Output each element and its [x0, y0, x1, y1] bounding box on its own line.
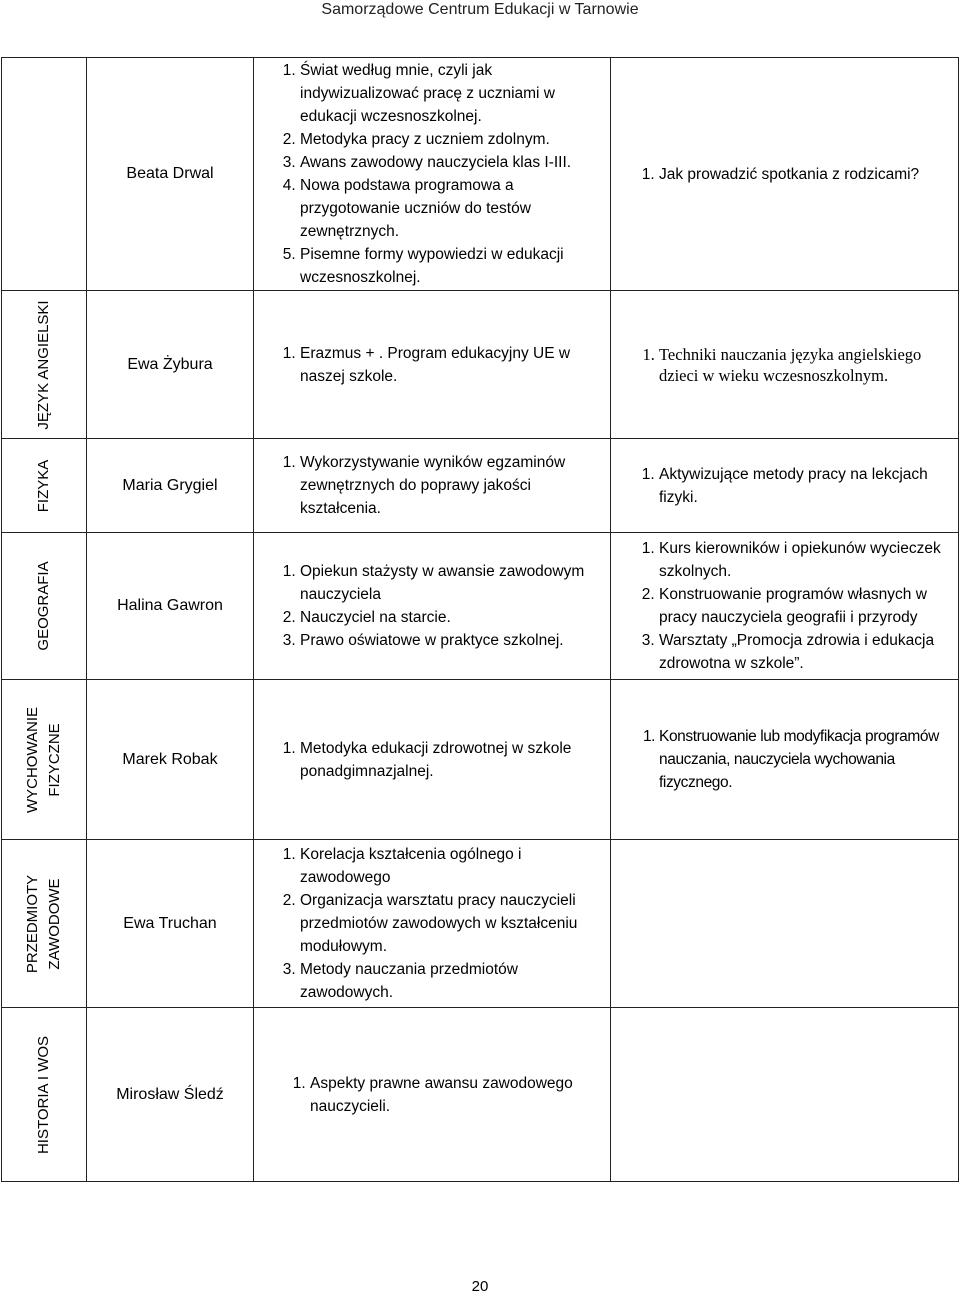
list-item: 2. Organizacja warsztatu pracy nauczycieli przedmiotów zawodowych w kształceniu modułowym.	[300, 889, 610, 958]
list-item: 5. Pisemne formy wypowiedzi w edukacji wczesnoszkolnej.	[300, 243, 610, 289]
topics-list	[266, 843, 610, 1004]
list-item: 1. Opiekun stażysty w awansie zawodowym nauczyciela	[300, 560, 610, 606]
topics-cell	[254, 291, 611, 439]
list-item: 3. Metody nauczania przedmiotów zawodowych.	[300, 958, 610, 1004]
teacher-name: Ewa Żybura	[87, 291, 254, 439]
table-row	[2, 291, 959, 439]
courses-list	[625, 463, 958, 509]
subject-cell	[2, 680, 87, 840]
table-row	[2, 439, 959, 533]
teacher-name: Maria Grygiel	[87, 439, 254, 533]
list-item: 2. Konstruowanie programów własnych w pracy nauczyciela geografii i przyrody	[659, 583, 958, 629]
list-item: 3. Warsztaty „Promocja zdrowia i edukacja zdrowotna w szkole”.	[659, 629, 958, 675]
subject-label	[22, 706, 66, 812]
table-row	[2, 1008, 959, 1182]
list-item: 1. Aspekty prawne awansu zawodowego nauczycieli.	[310, 1072, 610, 1118]
subject-cell	[2, 291, 87, 439]
courses-list	[625, 537, 958, 675]
page-number: 20	[471, 1278, 489, 1295]
table-row	[2, 58, 959, 291]
topics-cell	[254, 439, 611, 533]
table-row	[2, 680, 959, 840]
list-item: 4. Nowa podstawa programowa a przygotowanie uczniów do testów zewnętrznych.	[300, 174, 610, 243]
courses-cell	[611, 58, 959, 291]
list-item: 1. Świat według mnie, czyli jak indywizualizować pracę z uczniami w edukacji wczesnoszkolnej.	[300, 59, 610, 128]
list-item: 2. Nauczyciel na starcie.	[300, 606, 610, 629]
list-item: 1. Korelacja kształcenia ogólnego i zawodowego	[300, 843, 610, 889]
subject-label-line: ZAWODOWE	[46, 877, 63, 970]
list-item: 1. Kurs kierowników i opiekunów wycieczek szkolnych.	[659, 537, 958, 583]
topics-list	[266, 342, 610, 388]
subject-label-line: FIZYCZNE	[46, 722, 63, 797]
list-item: 1. Techniki nauczania języka angielskiego dzieci w wieku wczesnoszkolnym.	[659, 344, 958, 386]
list-item: 1. Aktywizujące metody pracy na lekcjach fizyki.	[659, 463, 958, 509]
topics-cell	[254, 840, 611, 1008]
table-row	[2, 840, 959, 1008]
subject-cell	[2, 58, 87, 291]
list-item: 1. Erazmus + . Program edukacyjny UE w naszej szkole.	[300, 342, 610, 388]
courses-cell	[611, 291, 959, 439]
topics-list	[266, 451, 610, 520]
list-item: 1. Konstruowanie lub modyfikacja programów nauczania, nauczyciela wychowania fizycznego.	[659, 725, 958, 794]
courses-cell	[611, 1008, 959, 1182]
topics-cell	[254, 533, 611, 680]
subject-label-line: WYCHOWANIE	[24, 706, 41, 813]
courses-list	[625, 344, 958, 386]
subject-cell	[2, 1008, 87, 1182]
teacher-name: Halina Gawron	[87, 533, 254, 680]
subject-label: HISTORIA I WOS	[35, 1035, 52, 1154]
teacher-name: Mirosław Śledź	[87, 1008, 254, 1182]
courses-list	[625, 163, 958, 186]
teacher-name: Ewa Truchan	[87, 840, 254, 1008]
table-row	[2, 533, 959, 680]
topics-cell	[254, 1008, 611, 1182]
teacher-name: Beata Drwal	[87, 58, 254, 291]
topics-list	[266, 59, 610, 289]
subject-cell	[2, 533, 87, 680]
subject-label	[22, 874, 66, 972]
training-table	[1, 57, 959, 1182]
courses-cell	[611, 840, 959, 1008]
courses-cell	[611, 533, 959, 680]
subject-label: JĘZYK ANGIELSKI	[35, 299, 52, 430]
teacher-name: Marek Robak	[87, 680, 254, 840]
topics-list	[266, 737, 610, 783]
subject-label-line: PRZEDMIOTY	[24, 874, 41, 973]
list-item: 1. Wykorzystywanie wyników egzaminów zewnętrznych do poprawy jakości kształcenia.	[300, 451, 610, 520]
topics-cell	[254, 58, 611, 291]
topics-list	[266, 560, 610, 652]
list-item: 1. Jak prowadzić spotkania z rodzicami?	[659, 163, 958, 186]
subject-label: GEOGRAFIA	[35, 561, 52, 651]
list-item: 2. Metodyka pracy z uczniem zdolnym.	[300, 128, 610, 151]
page-header: Samorządowe Centrum Edukacji w Tarnowie	[321, 1, 639, 18]
list-item: 3. Awans zawodowy nauczyciela klas I-III.	[300, 151, 610, 174]
courses-list	[625, 725, 958, 794]
list-item: 1. Metodyka edukacji zdrowotnej w szkole ponadgimnazjalnej.	[300, 737, 610, 783]
subject-label: FIZYKA	[35, 459, 52, 512]
subject-cell	[2, 439, 87, 533]
subject-cell	[2, 840, 87, 1008]
courses-cell	[611, 439, 959, 533]
courses-cell	[611, 680, 959, 840]
topics-cell	[254, 680, 611, 840]
list-item: 3. Prawo oświatowe w praktyce szkolnej.	[300, 629, 610, 652]
topics-list	[266, 1072, 610, 1118]
